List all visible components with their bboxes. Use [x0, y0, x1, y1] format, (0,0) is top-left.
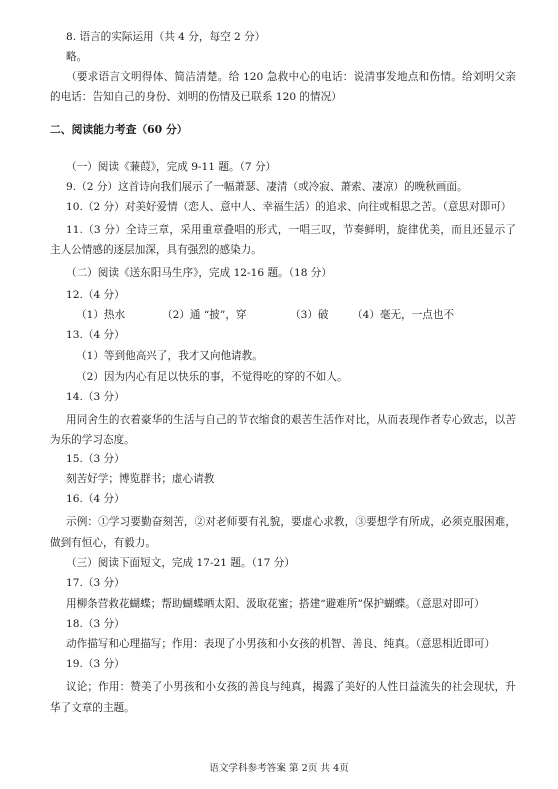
q9-answer: 9.（2 分）这首诗向我们展示了一幅萧瑟、凄清（或冷寂、萧索、凄凉）的晚秋画面。: [66, 181, 468, 193]
part3-intro: （三）阅读下面短文，完成 17-21 题。（17 分）: [66, 557, 295, 569]
q8-note: （要求语言文明得体、简洁清楚。给 120 急救中心的电话：说清事发地点和伤情。给刘明父亲的电话：告知自己的身份、刘明的伤情及已联系 120 的情况）: [50, 71, 516, 103]
q12-answer-3: （3）破: [290, 309, 329, 321]
q8-answer: 略。: [66, 51, 88, 63]
section-title: 二、阅读能力考查（60 分）: [50, 123, 188, 136]
part1-intro: （一）阅读《蒹葭》，完成 9-11 题。（7 分）: [66, 161, 277, 173]
q19-answer: 议论；作用：赞美了小男孩和小女孩的善良与纯真，揭露了美好的人性日益流失的社会现状，升华了文章的主题。: [50, 681, 516, 714]
q11-answer: 11.（3 分）全诗三章，采用重章叠唱的形式，一唱三叹，节奏鲜明，旋律优美，而且还显示了主人公情感的逐层加深，具有强烈的感染力。: [50, 224, 516, 256]
q13-heading: 13.（4 分）: [66, 329, 125, 341]
q15-answer: 刻苦好学；博览群书；虚心请教: [66, 473, 215, 485]
q17-heading: 17.（3 分）: [66, 577, 125, 589]
q17-answer: 用柳条营救花蝴蝶；帮助蝴蝶晒太阳、汲取花蜜；搭建“避难所”保护蝴蝶。（意思对即可）: [66, 598, 485, 610]
q13-answer-1: （1）等到他高兴了，我才又向他请教。: [76, 350, 263, 362]
q12-answer-1: （1）热水: [76, 309, 126, 321]
q18-answer: 动作描写和心理描写；作用：表现了小男孩和小女孩的机智、善良、纯真。（意思相近即可）: [66, 638, 496, 650]
q12-answer-2: （2）通 “披”，穿: [162, 309, 247, 321]
part2-intro: （二）阅读《送东阳马生序》，完成 12-16 题。（18 分）: [66, 267, 332, 279]
q18-heading: 18.（3 分）: [66, 618, 125, 630]
q14-answer: 用同舍生的衣着豪华的生活与自己的节衣缩食的艰苦生活作对比，从而表现作者专心致志，以苦为乐的学习态度。: [50, 414, 516, 446]
q16-answer: 示例：①学习要勤奋刻苦，②对老师要有礼貌，要虚心求教，③要想学有所成，必须克服困难，做到有恒心，有毅力。: [50, 516, 516, 549]
q12-answer-4: （4）毫无，一点也不: [352, 309, 455, 321]
q14-heading: 14.（3 分）: [66, 391, 125, 403]
q10-answer: 10.（2 分）对美好爱情（恋人、意中人、幸福生活）的追求、向往或相思之苦。（意思对即可）: [66, 201, 512, 213]
q15-heading: 15.（3 分）: [66, 453, 125, 465]
q19-heading: 19.（3 分）: [66, 658, 125, 670]
page-footer: 语文学科参考答案 第 2页 共 4页: [209, 763, 349, 774]
q16-heading: 16.（4 分）: [66, 493, 125, 505]
q8-heading: 8. 语言的实际运用（共 4 分，每空 2 分）: [66, 31, 266, 43]
q12-heading: 12.（4 分）: [66, 289, 125, 301]
q13-answer-2: （2）因为内心有足以快乐的事，不觉得吃的穿的不如人。: [76, 371, 348, 383]
